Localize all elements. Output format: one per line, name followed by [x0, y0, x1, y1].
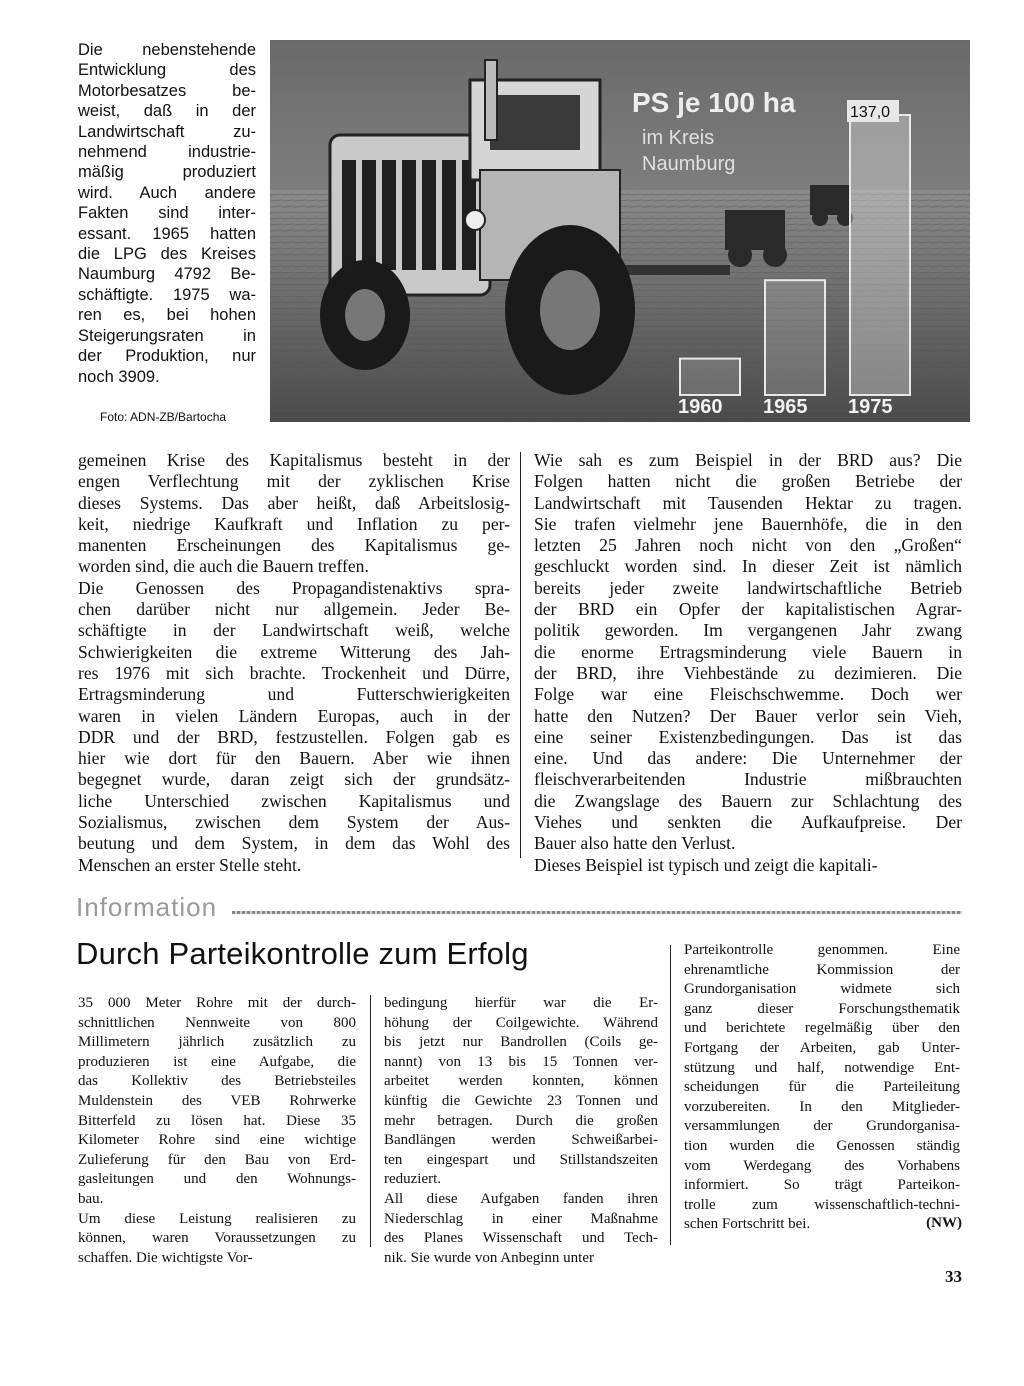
photo-caption — [78, 40, 256, 387]
text-line: das Kollektiv des Betriebsteiles — [78, 1073, 356, 1090]
text-line: begegnet wurde, daran zeigt sich der grundsätz- — [78, 769, 510, 790]
bar-1975 — [850, 115, 910, 395]
text-line: Wie sah es zum Beispiel in der BRD aus? Die — [534, 450, 962, 470]
x-tick-label: 1975 — [848, 396, 893, 418]
text-line: keit, niedrige Kaufkraft und Inflation zu per- — [78, 513, 510, 534]
text-line: des Planes Wissenschaft und Tech- — [384, 1230, 658, 1247]
photo-credit: Foto: ADN-ZB/Bartocha — [100, 410, 227, 424]
caption-line: Die nebenstehende — [78, 41, 256, 59]
caption-line: Naumburg 4792 Be- — [78, 265, 256, 284]
text-line: produzieren ist eine Aufgabe, die — [78, 1053, 356, 1070]
text-line: chen darüber nicht nur allgemein. Jeder Be- — [78, 599, 510, 620]
text-line: künftig die Gewichte 23 Tonnen und — [384, 1092, 658, 1109]
text-line: dieses Systems. Das aber heißt, daß Arbeitslosig- — [78, 492, 510, 513]
text-line: schaffen. Die wichtigste Vor- — [78, 1249, 253, 1266]
text-line: die Zwangslage des Bauern zur Schlachtung des — [534, 790, 962, 811]
caption-line: der Produktion, nur — [78, 347, 256, 366]
caption-line: essant. 1965 hatten — [78, 224, 256, 243]
text-line: 35 000 Meter Rohre mit der durch- — [78, 995, 356, 1011]
text-line: bau. — [78, 1190, 104, 1207]
caption-line: Entwicklung des — [78, 61, 256, 80]
text-line: bedingung hierfür war die Er- — [384, 995, 658, 1011]
column-divider — [520, 452, 521, 858]
text-line: hier wie dort für den Bauern. Aber wie ihnen — [78, 748, 510, 769]
caption-line: noch 3909. — [78, 367, 160, 386]
text-line: gasleitungen und den Wohnungs- — [78, 1171, 356, 1188]
section-label: Information — [76, 892, 218, 922]
text-line: Folge war eine Fleischschwemme. Doch wer — [534, 684, 962, 705]
text-line: Die Genossen des Propagandistenaktivs spra- — [78, 577, 510, 598]
text-line: Fortgang der Arbeiten, gab Unter- — [684, 1039, 960, 1056]
text-line: Sozialismus, zwischen dem System der Aus- — [78, 812, 510, 833]
text-line: hatte den Nutzen? Der Bauer verlor sein Vieh, — [534, 705, 962, 726]
author-signature: (NW) — [926, 1215, 962, 1231]
column-divider — [670, 945, 671, 1245]
text-line: Dieses Beispiel ist typisch und zeigt die kapitali- — [534, 854, 878, 875]
column-divider — [370, 995, 371, 1247]
caption-line: nehmend industrie- — [78, 143, 256, 162]
text-line: Viehes und senkten die Aufkaufpreise. Der — [534, 812, 962, 833]
caption-line: wird. Auch andere — [78, 183, 256, 202]
text-line: Folgen hatten nicht die großen Betriebe der — [534, 471, 962, 492]
text-line: engen Verflechtung mit der zyklischen Krise — [78, 471, 510, 492]
text-line: Kilometer Rohre sind eine wichtige — [78, 1132, 356, 1149]
text-line: höhung der Coilgewichte. Während — [384, 1014, 658, 1031]
text-line: All diese Aufgaben fanden ihren — [384, 1190, 658, 1207]
text-line: waren in vielen Ländern Europas, auch in der — [78, 705, 510, 726]
page-number: 33 — [945, 1267, 962, 1286]
x-tick-label: 1965 — [763, 396, 808, 418]
text-line: letzten 25 Jahren noch nicht von den „Großen“ — [534, 535, 962, 556]
caption-line: ren es, bei hohen — [78, 306, 256, 325]
text-line: vom Werdegang des Vorhabens — [684, 1157, 960, 1174]
text-line: ten eingespart und Stillstandszeiten — [384, 1151, 658, 1168]
text-line: Niederschlag in einer Maßnahme — [384, 1210, 658, 1227]
text-line: reduziert. — [384, 1171, 442, 1188]
section-rule — [232, 911, 962, 914]
text-line: schen Fortschritt bei. — [684, 1216, 811, 1233]
text-line: beutung und dem System, in dem das Wohl des — [78, 833, 510, 854]
text-line: geschluckt worden sind. In dieser Zeit ist nämlich — [534, 556, 962, 577]
caption-line: Landwirtschaft zu- — [78, 122, 256, 141]
text-line: Um diese Leistung realisieren zu — [78, 1210, 356, 1227]
text-line: Landwirtschaft mit Tausenden Hektar zu tragen. — [534, 492, 962, 513]
text-line: Menschen an erster Stelle steht. — [78, 854, 302, 875]
text-line: DDR und der BRD, festzustellen. Folgen gab es — [78, 726, 510, 747]
text-line: nannt) von 13 bis 15 Tonnen ver- — [384, 1053, 658, 1070]
text-line: Parteikontrolle genommen. Eine — [684, 942, 960, 958]
text-line: res 1976 mit sich brachte. Trockenheit und Dürre, — [78, 662, 510, 683]
text-line: Zulieferung für den Bau von Erd- — [78, 1151, 356, 1168]
text-line: schäftigte in der Landwirtschaft weiß, welche — [78, 620, 510, 641]
text-line: Muldenstein des VEB Rohrwerke — [78, 1092, 356, 1109]
text-line: bereits jeder zweite landwirtschaftliche Betrieb — [534, 577, 962, 598]
text-line: können, waren Voraussetzungen zu — [78, 1230, 356, 1247]
text-line: die enorme Ertragsminderung viele Bauern in — [534, 641, 962, 662]
text-line: mehr betragen. Durch die großen — [384, 1112, 658, 1129]
text-line: arbeitet werden konnten, können — [384, 1073, 658, 1090]
bar-1965 — [765, 280, 825, 395]
info-column-3 — [684, 941, 960, 1235]
text-line: Schwierigkeiten die extreme Witterung des Jah- — [78, 641, 510, 662]
x-tick-label: 1960 — [678, 396, 723, 418]
bar-1960 — [680, 359, 740, 395]
caption-line: Steigerungsraten in — [78, 326, 256, 345]
text-line: Ertragsminderung und Futterschwierigkeiten — [78, 684, 510, 705]
chart-subtitle-2: Naumburg — [642, 153, 736, 175]
caption-line: Motorbesatzes be- — [78, 81, 256, 100]
caption-line: schäftigte. 1975 wa- — [78, 285, 256, 304]
text-line: liche Unterschied zwischen Kapitalismus und — [78, 790, 510, 811]
text-line: der BRD, ihre Viehbestände zu dezimieren. Die — [534, 662, 962, 683]
chart-title: PS je 100 ha — [632, 87, 796, 118]
text-line: worden sind, die auch die Bauern treffen. — [78, 556, 369, 577]
text-line: Sie trafen vielmehr jene Bauernhöfe, die in den — [534, 513, 962, 534]
tractor-photo — [270, 40, 970, 422]
text-line: und berichtete regelmäßig über den — [684, 1020, 960, 1037]
text-line: Millimetern jährlich zusätzlich zu — [78, 1034, 356, 1051]
text-line: Grundorganisation widmete sich — [684, 981, 960, 998]
info-column-1 — [78, 994, 356, 1268]
text-line: gemeinen Krise des Kapitalismus besteht in der — [78, 450, 510, 470]
text-line: schnittlichen Nennweite von 800 — [78, 1014, 356, 1031]
chart-subtitle: im Kreis — [642, 127, 715, 149]
text-line: der BRD ein Opfer der kapitalistischen Agrar- — [534, 599, 962, 620]
text-line: Bandlängen werden Schweißarbei- — [384, 1132, 658, 1149]
text-line: stützung und half, notwendige Ent- — [684, 1059, 960, 1076]
caption-line: weist, daß in der — [78, 102, 256, 121]
article-column-left — [78, 450, 510, 876]
text-line: vorzubereiten. In den Mitglieder- — [684, 1098, 960, 1115]
text-line: nik. Sie wurde von Anbeginn unter — [384, 1249, 594, 1266]
bar-value-label-1975: 137,0 — [850, 104, 891, 121]
text-line: eine. Und das andere: Die Unternehmer der — [534, 748, 962, 769]
text-line: ganz dieser Forschungsthematik — [684, 1000, 960, 1017]
caption-line: Fakten sind inter- — [78, 204, 256, 223]
caption-line: die LPG des Kreises — [78, 245, 256, 264]
article-column-right — [534, 450, 962, 876]
text-line: eine seiner Existenzbedingungen. Das ist das — [534, 726, 962, 747]
text-line: Bauer also hatte den Verlust. — [534, 833, 736, 854]
text-line: Bitterfeld zu lösen hat. Diese 35 — [78, 1112, 356, 1129]
text-line: trolle zum wissenschaftlich-techni- — [684, 1196, 960, 1213]
text-line: informiert. So trägt Parteikon- — [684, 1177, 960, 1194]
text-line: scheidungen für die Parteileitung — [684, 1079, 960, 1096]
text-line: tion wurden die Genossen ständig — [684, 1137, 960, 1154]
text-line: fleischverarbeitenden Industrie mißbrauchten — [534, 769, 962, 790]
text-line: politik geworden. Im vergangenen Jahr zwang — [534, 620, 962, 641]
info-column-2 — [384, 994, 658, 1268]
article-headline: Durch Parteikontrolle zum Erfolg — [76, 936, 529, 971]
text-line: ehrenamtliche Kommission der — [684, 961, 960, 978]
text-line: bis jetzt nur Bandrollen (Coils ge- — [384, 1034, 658, 1051]
text-line: versammlungen der Grundorganisa- — [684, 1118, 960, 1135]
caption-line: mäßig produziert — [78, 163, 256, 182]
text-line: manenten Erscheinungen des Kapitalismus ge- — [78, 535, 510, 556]
